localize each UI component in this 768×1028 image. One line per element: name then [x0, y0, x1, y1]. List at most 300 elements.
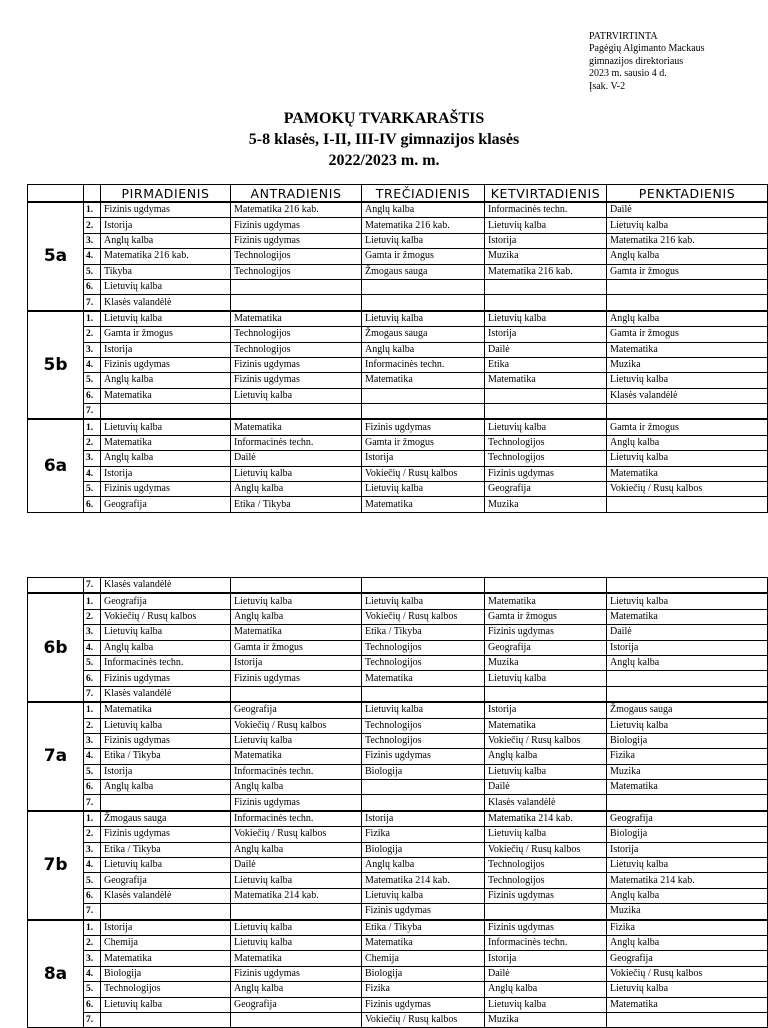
lesson-number: 4. — [84, 466, 101, 481]
lesson-number: 4. — [84, 749, 101, 764]
lesson-cell: Lietuvių kalba — [101, 718, 231, 733]
lesson-row — [28, 749, 768, 764]
lesson-cell: Klasės valandėlė — [607, 388, 768, 403]
lesson-row — [28, 795, 768, 811]
lesson-cell: Lietuvių kalba — [485, 997, 607, 1012]
lesson-cell: Anglų kalba — [362, 342, 485, 357]
lesson-cell: Technologijos — [231, 264, 362, 279]
lesson-cell: Matematika — [231, 419, 362, 435]
lesson-number: 3. — [84, 733, 101, 748]
lesson-number: 2. — [84, 935, 101, 950]
lesson-cell: Fizinis ugdymas — [231, 671, 362, 686]
lesson-cell: Vokiečių / Rusų kalbos — [607, 966, 768, 981]
lesson-number: 7. — [84, 1012, 101, 1027]
lesson-cell — [231, 686, 362, 702]
lesson-cell: Geografija — [231, 997, 362, 1012]
lesson-cell: Dailė — [607, 202, 768, 218]
lesson-cell — [362, 578, 485, 594]
lesson-cell: Biologija — [362, 966, 485, 981]
lesson-cell: Dailė — [607, 625, 768, 640]
lesson-cell — [231, 279, 362, 294]
schedule-table-page1 — [27, 184, 768, 513]
lesson-cell: Matematika 214 kab. — [362, 873, 485, 888]
lesson-cell: Fizinis ugdymas — [485, 466, 607, 481]
lesson-number: 4. — [84, 966, 101, 981]
lesson-cell — [101, 904, 231, 920]
lesson-number: 6. — [84, 388, 101, 403]
lesson-cell: Anglų kalba — [485, 982, 607, 997]
lesson-cell: Lietuvių kalba — [101, 311, 231, 327]
lesson-cell: Technologijos — [485, 435, 607, 450]
lesson-cell: Gamta ir žmogus — [607, 264, 768, 279]
lesson-cell: Fizinis ugdymas — [362, 419, 485, 435]
lesson-cell: Matematika — [362, 497, 485, 512]
lesson-cell — [485, 904, 607, 920]
lesson-cell: Matematika — [607, 342, 768, 357]
approval-line: Pagėgių Algimanto Mackaus — [589, 43, 705, 55]
class-label: 5a — [28, 202, 84, 311]
lesson-number: 2. — [84, 718, 101, 733]
lesson-number: 3. — [84, 625, 101, 640]
lesson-number: 6. — [84, 997, 101, 1012]
lesson-row — [28, 888, 768, 903]
day-header: PIRMADIENIS — [101, 185, 231, 203]
lesson-cell: Klasės valandėlė — [101, 686, 231, 702]
lesson-row — [28, 218, 768, 233]
lesson-cell: Istorija — [485, 702, 607, 718]
lesson-cell: Fizinis ugdymas — [101, 733, 231, 748]
lesson-cell: Matematika — [607, 997, 768, 1012]
lesson-cell: Istorija — [101, 764, 231, 779]
lesson-row — [28, 264, 768, 279]
lesson-row — [28, 295, 768, 311]
lesson-number: 6. — [84, 671, 101, 686]
lesson-cell — [362, 780, 485, 795]
lesson-cell: Informacinės techn. — [101, 655, 231, 670]
approval-line: 2023 m. sausio 4 d. — [589, 68, 667, 80]
lesson-row — [28, 640, 768, 655]
lesson-cell: Etika / Tikyba — [362, 920, 485, 936]
lesson-cell: Lietuvių kalba — [485, 419, 607, 435]
corner-cell — [28, 185, 84, 203]
lesson-row — [28, 451, 768, 466]
lesson-row — [28, 593, 768, 609]
lesson-cell: Lietuvių kalba — [231, 388, 362, 403]
lesson-cell: Matematika — [362, 671, 485, 686]
lesson-row — [28, 655, 768, 670]
lesson-row — [28, 233, 768, 248]
lesson-cell: Geografija — [485, 640, 607, 655]
lesson-cell: Matematika 214 kab. — [485, 811, 607, 827]
lesson-cell: Fizika — [362, 982, 485, 997]
doc-subtitle: 5-8 klasės, I-II, III-IV gimnazijos klasės — [248, 131, 520, 148]
lesson-cell — [607, 1012, 768, 1027]
day-header: KETVIRTADIENIS — [485, 185, 607, 203]
lesson-cell: Anglų kalba — [101, 780, 231, 795]
lesson-cell: Geografija — [101, 497, 231, 512]
lesson-cell: Fizinis ugdymas — [362, 904, 485, 920]
lesson-number: 1. — [84, 419, 101, 435]
lesson-cell: Lietuvių kalba — [101, 279, 231, 294]
lesson-cell — [362, 795, 485, 811]
lesson-cell: Etika / Tikyba — [101, 749, 231, 764]
lesson-cell — [607, 795, 768, 811]
lesson-cell: Chemija — [101, 935, 231, 950]
lesson-cell: Geografija — [607, 951, 768, 966]
lesson-cell: Matematika 214 kab. — [231, 888, 362, 903]
lesson-cell: Vokiečių / Rusų kalbos — [485, 842, 607, 857]
lesson-row — [28, 279, 768, 294]
lesson-cell: Matematika — [607, 780, 768, 795]
lesson-number: 7. — [84, 578, 101, 594]
lesson-cell: Geografija — [231, 702, 362, 718]
lesson-cell: Istorija — [231, 655, 362, 670]
lesson-cell — [607, 686, 768, 702]
lesson-cell: Vokiečių / Rusų kalbos — [362, 609, 485, 624]
lesson-cell: Anglų kalba — [101, 233, 231, 248]
lesson-cell: Matematika — [485, 373, 607, 388]
lesson-cell: Lietuvių kalba — [362, 593, 485, 609]
lesson-cell — [607, 578, 768, 594]
lesson-cell: Geografija — [101, 873, 231, 888]
lesson-cell: Informacinės techn. — [231, 811, 362, 827]
lesson-cell: Technologijos — [101, 982, 231, 997]
lesson-row — [28, 951, 768, 966]
lesson-row — [28, 625, 768, 640]
lesson-row — [28, 702, 768, 718]
lesson-number: 3. — [84, 451, 101, 466]
lesson-cell: Chemija — [362, 951, 485, 966]
lesson-row — [28, 920, 768, 936]
lesson-cell: Matematika — [101, 435, 231, 450]
lesson-cell: Etika / Tikyba — [101, 842, 231, 857]
lesson-cell: Istorija — [101, 920, 231, 936]
lesson-cell: Fizinis ugdymas — [231, 357, 362, 372]
lesson-cell: Geografija — [607, 811, 768, 827]
lesson-cell: Fizinis ugdymas — [485, 920, 607, 936]
lesson-cell — [607, 279, 768, 294]
lesson-cell: Informacinės techn. — [362, 357, 485, 372]
lesson-cell: Lietuvių kalba — [101, 997, 231, 1012]
lesson-cell: Matematika 216 kab. — [362, 218, 485, 233]
lesson-cell: Vokiečių / Rusų kalbos — [362, 1012, 485, 1027]
lesson-cell — [231, 1012, 362, 1027]
lesson-cell: Fizinis ugdymas — [231, 966, 362, 981]
approval-line: Įsak. V-2 — [589, 80, 626, 92]
lesson-row — [28, 202, 768, 218]
day-header: TREČIADIENIS — [362, 185, 485, 203]
lesson-cell: Lietuvių kalba — [607, 218, 768, 233]
lesson-cell: Anglų kalba — [607, 435, 768, 450]
lesson-row — [28, 827, 768, 842]
lesson-cell: Gamta ir žmogus — [362, 249, 485, 264]
lesson-cell — [607, 295, 768, 311]
lesson-cell: Istorija — [101, 342, 231, 357]
lesson-number: 5. — [84, 264, 101, 279]
lesson-cell: Vokiečių / Rusų kalbos — [362, 466, 485, 481]
lesson-cell: Klasės valandėlė — [101, 295, 231, 311]
lesson-cell — [362, 404, 485, 420]
corner-cell — [84, 185, 101, 203]
lesson-number: 5. — [84, 482, 101, 497]
lesson-cell — [485, 686, 607, 702]
class-label: 6a — [28, 419, 84, 512]
lesson-number: 7. — [84, 795, 101, 811]
lesson-cell: Lietuvių kalba — [607, 373, 768, 388]
lesson-cell: Dailė — [485, 342, 607, 357]
lesson-cell — [101, 795, 231, 811]
lesson-cell: Lietuvių kalba — [607, 718, 768, 733]
lesson-cell — [231, 578, 362, 594]
lesson-cell: Lietuvių kalba — [362, 888, 485, 903]
lesson-cell: Žmogaus sauga — [101, 811, 231, 827]
lesson-cell: Anglų kalba — [607, 311, 768, 327]
lesson-cell: Matematika — [101, 951, 231, 966]
lesson-cell: Matematika — [231, 311, 362, 327]
lesson-number: 7. — [84, 904, 101, 920]
approval-line: gimnazijos direktoriaus — [589, 55, 684, 67]
lesson-cell: Lietuvių kalba — [607, 451, 768, 466]
lesson-cell: Etika / Tikyba — [231, 497, 362, 512]
lesson-cell: Fizinis ugdymas — [362, 997, 485, 1012]
lesson-cell: Technologijos — [231, 327, 362, 342]
lesson-cell: Anglų kalba — [101, 640, 231, 655]
lesson-cell — [485, 295, 607, 311]
lesson-cell — [101, 404, 231, 420]
lesson-cell: Technologijos — [485, 451, 607, 466]
lesson-number: 1. — [84, 311, 101, 327]
lesson-cell: Gamta ir žmogus — [607, 419, 768, 435]
lesson-number: 5. — [84, 655, 101, 670]
lesson-cell: Lietuvių kalba — [362, 702, 485, 718]
lesson-cell: Fizinis ugdymas — [485, 625, 607, 640]
lesson-cell: Lietuvių kalba — [485, 218, 607, 233]
lesson-row — [28, 780, 768, 795]
lesson-cell — [607, 671, 768, 686]
lesson-cell: Lietuvių kalba — [607, 593, 768, 609]
class-label: 7a — [28, 702, 84, 811]
lesson-cell: Lietuvių kalba — [231, 466, 362, 481]
lesson-cell: Muzika — [607, 904, 768, 920]
lesson-cell: Technologijos — [485, 858, 607, 873]
lesson-cell: Anglų kalba — [231, 609, 362, 624]
lesson-number: 5. — [84, 373, 101, 388]
lesson-cell — [485, 388, 607, 403]
lesson-cell — [362, 295, 485, 311]
lesson-cell: Muzika — [607, 764, 768, 779]
lesson-cell: Lietuvių kalba — [231, 733, 362, 748]
lesson-cell: Fizinis ugdymas — [101, 482, 231, 497]
lesson-cell — [231, 904, 362, 920]
lesson-cell: Etika — [485, 357, 607, 372]
lesson-cell: Dailė — [485, 780, 607, 795]
lesson-cell — [485, 578, 607, 594]
lesson-number: 1. — [84, 593, 101, 609]
lesson-cell: Technologijos — [362, 733, 485, 748]
lesson-cell: Matematika — [231, 625, 362, 640]
lesson-cell: Anglų kalba — [607, 655, 768, 670]
lesson-cell: Istorija — [607, 842, 768, 857]
lesson-row — [28, 935, 768, 950]
lesson-cell: Anglų kalba — [607, 935, 768, 950]
lesson-cell: Dailė — [485, 966, 607, 981]
lesson-cell: Klasės valandėlė — [485, 795, 607, 811]
lesson-cell: Gamta ir žmogus — [485, 609, 607, 624]
lesson-cell: Anglų kalba — [101, 451, 231, 466]
lesson-number: 6. — [84, 497, 101, 512]
lesson-cell: Lietuvių kalba — [231, 935, 362, 950]
lesson-cell: Biologija — [362, 764, 485, 779]
lesson-cell: Lietuvių kalba — [607, 982, 768, 997]
lesson-cell: Lietuvių kalba — [231, 873, 362, 888]
lesson-row — [28, 764, 768, 779]
lesson-number: 7. — [84, 295, 101, 311]
lesson-number: 3. — [84, 842, 101, 857]
school-year: 2022/2023 m. m. — [328, 152, 440, 169]
lesson-cell — [231, 404, 362, 420]
lesson-cell: Technologijos — [231, 249, 362, 264]
lesson-row — [28, 342, 768, 357]
lesson-cell: Dailė — [231, 858, 362, 873]
lesson-cell — [485, 404, 607, 420]
lesson-cell: Dailė — [231, 451, 362, 466]
lesson-row — [28, 718, 768, 733]
lesson-number: 4. — [84, 357, 101, 372]
lesson-cell — [362, 279, 485, 294]
lesson-row — [28, 373, 768, 388]
lesson-row — [28, 419, 768, 435]
lesson-cell: Lietuvių kalba — [485, 311, 607, 327]
lesson-row — [28, 435, 768, 450]
lesson-number: 5. — [84, 873, 101, 888]
schedule-table-page2 — [27, 577, 768, 1028]
lesson-number: 2. — [84, 218, 101, 233]
lesson-cell: Vokiečių / Rusų kalbos — [231, 718, 362, 733]
lesson-cell: Technologijos — [362, 718, 485, 733]
lesson-cell: Anglų kalba — [231, 482, 362, 497]
day-header: ANTRADIENIS — [231, 185, 362, 203]
lesson-cell: Lietuvių kalba — [101, 419, 231, 435]
lesson-row — [28, 1012, 768, 1027]
lesson-cell: Lietuvių kalba — [607, 858, 768, 873]
lesson-cell: Matematika — [607, 609, 768, 624]
lesson-number: 1. — [84, 920, 101, 936]
lesson-row — [28, 466, 768, 481]
lesson-cell: Fizinis ugdymas — [101, 671, 231, 686]
lesson-cell: Matematika — [101, 702, 231, 718]
lesson-row — [28, 609, 768, 624]
lesson-cell: Anglų kalba — [231, 842, 362, 857]
lesson-cell: Technologijos — [362, 655, 485, 670]
lesson-number: 2. — [84, 609, 101, 624]
lesson-row — [28, 327, 768, 342]
lesson-cell: Fizinis ugdymas — [231, 373, 362, 388]
lesson-cell: Anglų kalba — [362, 858, 485, 873]
lesson-row — [28, 966, 768, 981]
class-label: 7b — [28, 811, 84, 920]
lesson-cell: Matematika — [485, 718, 607, 733]
lesson-number: 7. — [84, 686, 101, 702]
lesson-row — [28, 997, 768, 1012]
lesson-cell: Istorija — [101, 466, 231, 481]
lesson-cell: Žmogaus sauga — [362, 264, 485, 279]
lesson-cell: Lietuvių kalba — [485, 764, 607, 779]
lesson-number: 3. — [84, 233, 101, 248]
lesson-cell: Matematika — [231, 951, 362, 966]
lesson-cell: Gamta ir žmogus — [231, 640, 362, 655]
lesson-cell: Informacinės techn. — [231, 435, 362, 450]
lesson-cell: Muzika — [485, 497, 607, 512]
lesson-row — [28, 357, 768, 372]
day-header: PENKTADIENIS — [607, 185, 768, 203]
lesson-row — [28, 858, 768, 873]
lesson-cell: Matematika — [101, 388, 231, 403]
lesson-cell: Istorija — [101, 218, 231, 233]
lesson-row — [28, 671, 768, 686]
lesson-cell: Gamta ir žmogus — [362, 435, 485, 450]
lesson-cell — [607, 497, 768, 512]
lesson-cell: Anglų kalba — [231, 982, 362, 997]
lesson-cell: Matematika — [362, 935, 485, 950]
lesson-cell: Biologija — [362, 842, 485, 857]
lesson-cell: Fizinis ugdymas — [101, 827, 231, 842]
lesson-cell: Muzika — [485, 1012, 607, 1027]
lesson-cell: Matematika 216 kab. — [101, 249, 231, 264]
lesson-number: 2. — [84, 435, 101, 450]
lesson-number: 1. — [84, 202, 101, 218]
lesson-cell: Fizinis ugdymas — [362, 749, 485, 764]
lesson-cell: Istorija — [362, 811, 485, 827]
header-row — [28, 185, 768, 203]
lesson-number: 4. — [84, 858, 101, 873]
lesson-cell: Vokiečių / Rusų kalbos — [607, 482, 768, 497]
lesson-cell: Lietuvių kalba — [485, 827, 607, 842]
lesson-cell: Muzika — [607, 357, 768, 372]
lesson-row — [28, 904, 768, 920]
lesson-cell: Lietuvių kalba — [362, 311, 485, 327]
lesson-number: 5. — [84, 982, 101, 997]
lesson-cell: Matematika 214 kab. — [607, 873, 768, 888]
lesson-row — [28, 842, 768, 857]
lesson-number: 3. — [84, 342, 101, 357]
lesson-cell: Žmogaus sauga — [362, 327, 485, 342]
lesson-cell: Lietuvių kalba — [485, 671, 607, 686]
lesson-cell: Klasės valandėlė — [101, 578, 231, 594]
lesson-cell: Klasės valandėlė — [101, 888, 231, 903]
lesson-row — [28, 497, 768, 512]
lesson-cell: Informacinės techn. — [485, 935, 607, 950]
lesson-cell: Etika / Tikyba — [362, 625, 485, 640]
lesson-cell: Anglų kalba — [101, 373, 231, 388]
lesson-cell: Vokiečių / Rusų kalbos — [485, 733, 607, 748]
lesson-cell: Matematika — [607, 466, 768, 481]
lesson-cell: Matematika — [362, 373, 485, 388]
lesson-cell: Matematika 216 kab. — [607, 233, 768, 248]
lesson-row — [28, 482, 768, 497]
lesson-cell: Matematika — [485, 593, 607, 609]
lesson-cell: Lietuvių kalba — [101, 858, 231, 873]
doc-title: PAMOKŲ TVARKARAŠTIS — [283, 110, 485, 127]
lesson-row — [28, 982, 768, 997]
lesson-cell — [362, 686, 485, 702]
lesson-cell: Istorija — [607, 640, 768, 655]
lesson-cell: Matematika 216 kab. — [485, 264, 607, 279]
lesson-cell — [362, 388, 485, 403]
class-cell — [28, 578, 84, 594]
lesson-cell: Technologijos — [362, 640, 485, 655]
lesson-number: 6. — [84, 279, 101, 294]
lesson-cell: Fizinis ugdymas — [101, 202, 231, 218]
